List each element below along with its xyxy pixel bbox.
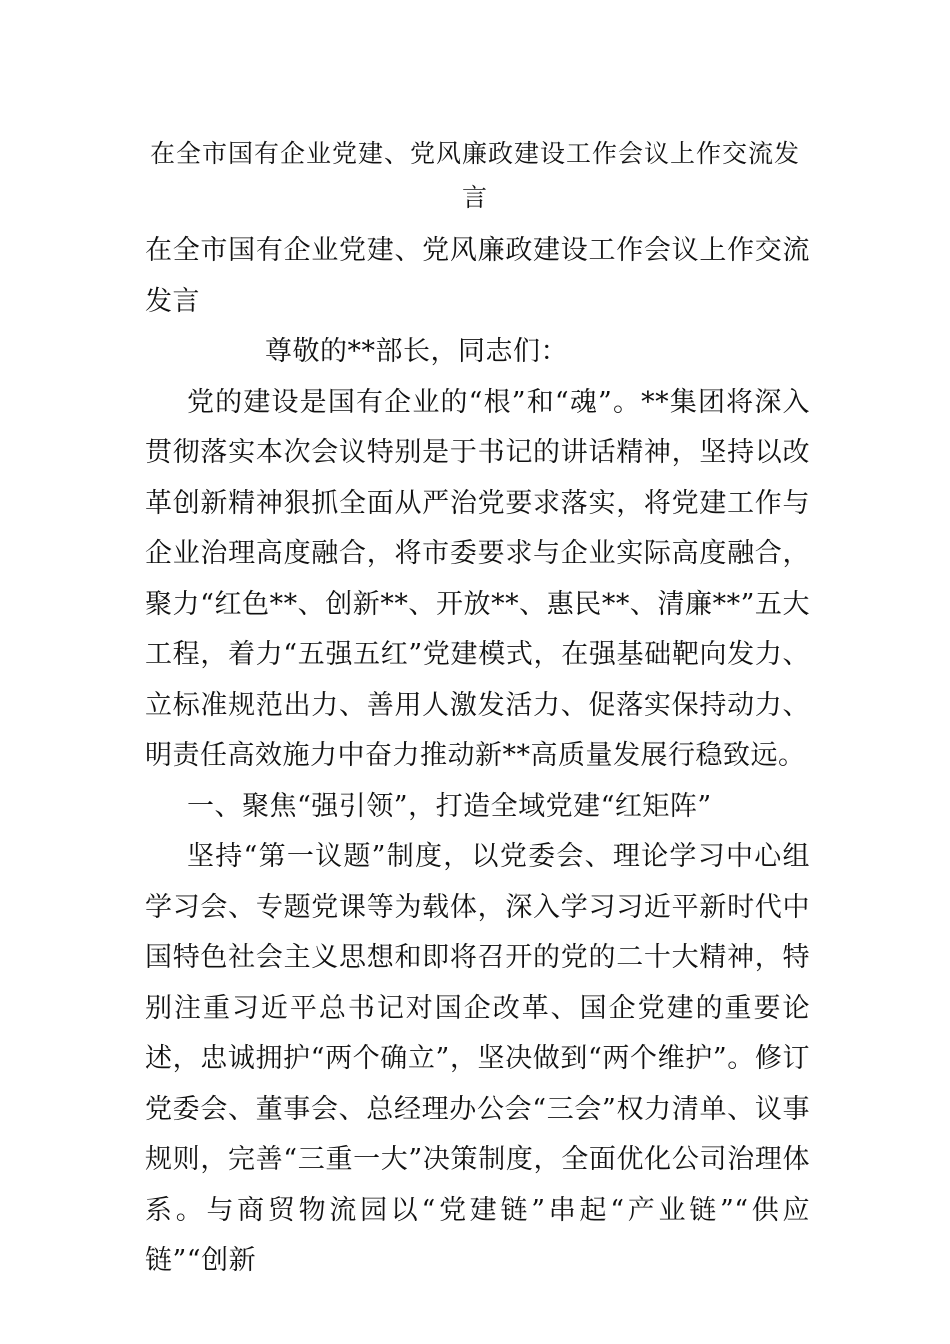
section-heading-1: 一、聚焦“强引领”，打造全域党建“红矩阵”: [187, 790, 712, 822]
paragraph-intro: 党的建设是国有企业的“根”和“魂”。**集团将深入贯彻落实本次会议特别是于书记的讲话精神，坚持以改革创新精神狠抓全面从严治党要求落实，将党建工作与企业治理高度融合，将市委要求与企业实际高度融合，聚力“红色**、创新**、开放**、惠民**、清廉**”五大工程，着力“五强五红”党建模式，在强基础靶向发力、立标准规范出力、善用人激发活力、促落实保持动力、明责任高效施力中奋力推动新**高质量发展行稳致远。: [145, 386, 810, 771]
paragraph-section-1: 坚持“第一议题”制度，以党委会、理论学习中心组学习会、专题党课等为载体，深入学习习近平新时代中国特色社会主义思想和即将召开的党的二十大精神，特别注重习近平总书记对国企改革、国企党建的重要论述，忠诚拥护“两个确立”，坚决做到“两个维护”。修订党委会、董事会、总经理办公会“三会”权力清单、议事规则，完善“三重一大”决策制度，全面优化公司治理体系。与商贸物流园以“党建链”串起“产业链”“供应链”“创新: [145, 841, 810, 1276]
document-subtitle: 在全市国有企业党建、党风廉政建设工作会议上作交流发言: [145, 235, 810, 317]
salutation: 尊敬的**部长，同志们：: [265, 336, 568, 367]
document-body: [145, 226, 810, 1287]
document-title: 在全市国有企业党建、党风廉政建设工作会议上作交流发言: [149, 139, 800, 212]
